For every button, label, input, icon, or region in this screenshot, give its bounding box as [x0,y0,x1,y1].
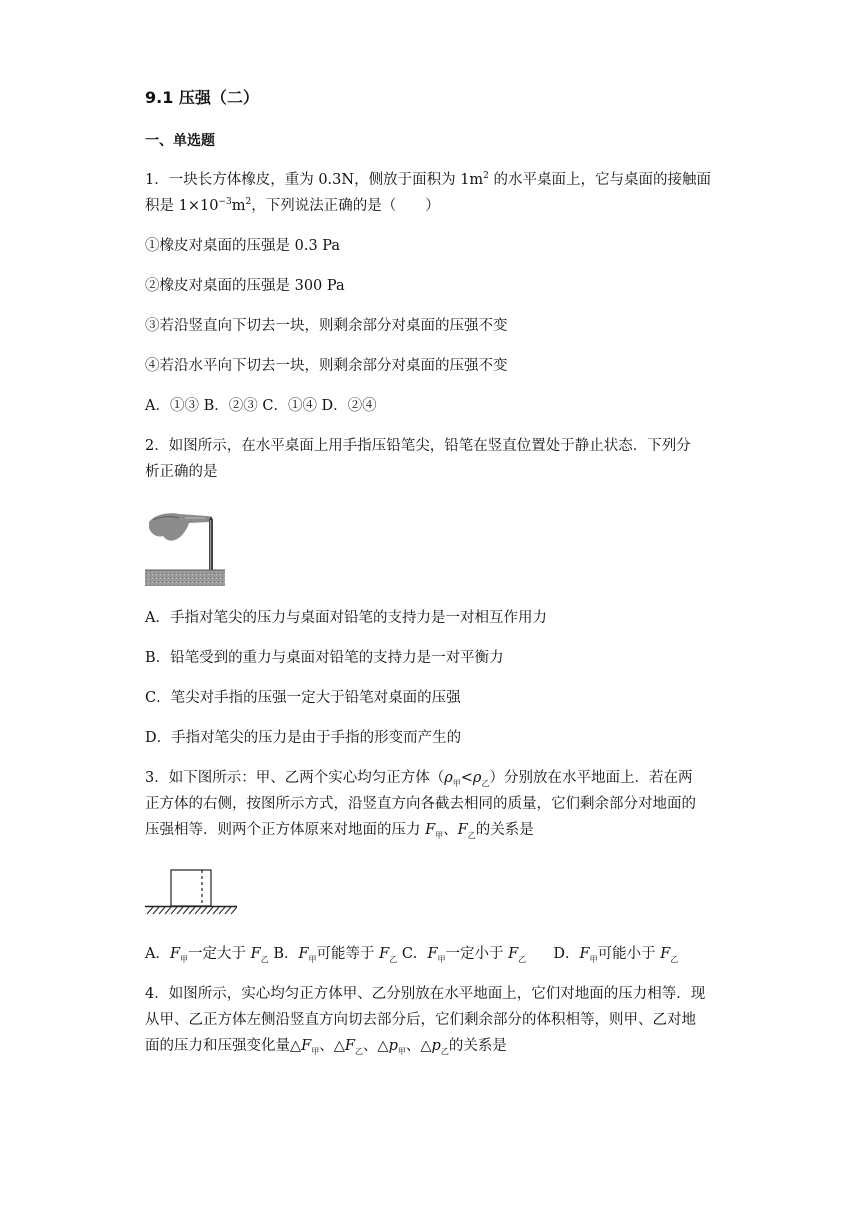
section-heading: 一、单选题 [145,133,215,149]
page-title: 9.1 压强（二） [145,88,259,107]
q2-option-c: C．笔尖对手指的压强一定大于铅笔对桌面的压强 [145,690,461,706]
q4-stem-line1: 4．如图所示，实心均匀正方体甲、乙分别放在水平地面上，它们对地面的压力相等．现 [145,986,706,1002]
q1-stem-line1: 1．一块长方体橡皮，重为 0.3N，侧放于面积为 $1m^2$ 的水平桌面上，它与桌面的接触面 [145,171,712,188]
q1-options: A．①③ B．②③ C．①④ D．②④ [145,398,377,414]
q1-statement-1: ①橡皮对桌面的压强是 0.3 Pa [145,238,341,254]
q4-stem-line3: 面的压力和压强变化量$\triangle F_甲$、$\triangle F_乙$、$\triangle p_甲$、$\triangle p_乙$的关系是 [145,1038,507,1056]
q3-stem-line1: 3．如下图所示：甲、乙两个实心均匀正方体$(\rho_甲<\rho_乙)$分别放在水平地面上．若在两 [145,770,693,788]
q2-option-d: D．手指对笔尖的压力是由于手指的形变而产生的 [145,730,462,746]
q1-statement-4: ④若沿水平向下切去一块，则剩余部分对桌面的压强不变 [145,358,508,374]
q2-option-b: B．铅笔受到的重力与桌面对铅笔的支持力是一对平衡力 [145,650,504,666]
q3-stem-line3: 压强相等．则两个正方体原来对地面的压力 $F_甲$、$F_乙$的关系是 [145,822,534,840]
q1-statement-2: ②橡皮对桌面的压强是 300 Pa [145,278,345,294]
q1-statement-3: ③若沿竖直向下切去一块，则剩余部分对桌面的压强不变 [145,318,508,334]
q2-option-a: A．手指对笔尖的压力与桌面对铅笔的支持力是一对相互作用力 [145,610,547,626]
q4-stem-line2: 从甲、乙正方体左侧沿竖直方向切去部分后，它们剩余部分的体积相等，则甲、乙对地 [145,1012,696,1028]
q3-options: A．$F_甲$一定大于 $F_乙$ B．$F_甲$可能等于 $F_乙$ C．$F_甲$一定小于 $F_乙$ D．$F_甲$可能小于 $F_乙$ [145,946,679,964]
finger-pencil-figure [145,508,225,586]
q1-stem-line2: 积是 $1\times 10^{-3}m^2$，下列说法正确的是（ ） [145,197,440,214]
q2-stem-line2: 析正确的是 [145,464,218,480]
q2-stem-line1: 2．如图所示，在水平桌面上用手指压铅笔尖，铅笔在竖直位置处于静止状态．下列分 [145,438,691,454]
q3-stem-line2: 正方体的右侧，按图所示方式，沿竖直方向各截去相同的质量，它们剩余部分对地面的 [145,796,696,812]
cube-cut-figure [145,866,237,918]
